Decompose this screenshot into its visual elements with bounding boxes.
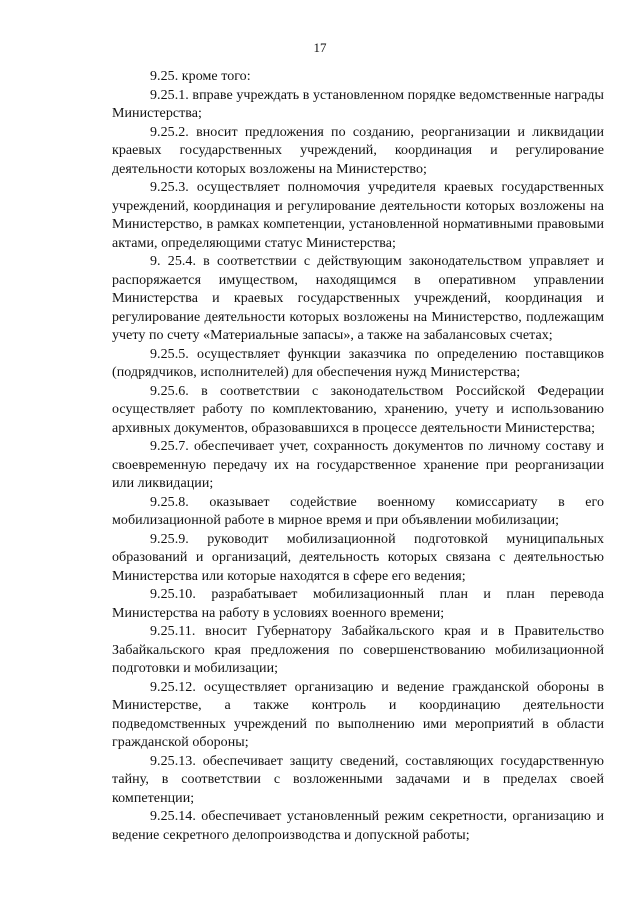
paragraph-9-25-6: 9.25.6. в соответствии с законодательством Российской Федерации осуществляет работу по комплектованию, хранению, учету и использованию архивных документов, образовавшихся в процессе деятельности Министерства;: [112, 383, 604, 436]
paragraph-9-25-4: 9. 25.4. в соответствии с действующим законодательством управляет и распоряжается имуществом, находящимся в оперативном управлении Министерства и краевых государственных учреждений, координация и регулирование деятельности которых возложены на Министерство, подлежащим учету по счету «Материальные запасы», а также на забалансовых счетах;: [112, 254, 604, 343]
document-body: [112, 68, 604, 845]
paragraph-9-25-10: 9.25.10. разрабатывает мобилизационный план и план перевода Министерства на работу в условиях военного времени;: [112, 587, 604, 621]
page-number: 17: [313, 40, 327, 55]
paragraph-9-25-2: 9.25.2. вносит предложения по созданию, реорганизации и ликвидации краевых государственных учреждений, координация и регулирование деятельности которых возложены на Министерство;: [112, 124, 604, 177]
paragraph-9-25-11: 9.25.11. вносит Губернатору Забайкальского края и в Правительство Забайкальского края предложения по совершенствованию мобилизационной подготовки и мобилизации;: [112, 624, 604, 676]
paragraph-9-25-9: 9.25.9. руководит мобилизационной подготовкой муниципальных образований и организаций, деятельность которых связана с деятельностью Министерства или которые находятся в сфере его ведения;: [112, 531, 604, 584]
paragraph-9-25-13: 9.25.13. обеспечивает защиту сведений, составляющих государственную тайну, в соответствии с возложенными задачами и в пределах своей компетенции;: [112, 753, 604, 806]
paragraph-9-25-8: 9.25.8. оказывает содействие военному комиссариату в его мобилизационной работе в мирное время и при объявлении мобилизации;: [112, 494, 604, 528]
paragraph-9-25: 9.25. кроме того:: [150, 69, 251, 84]
paragraph-9-25-7: 9.25.7. обеспечивает учет, сохранность документов по личному составу и своевременную передачу их на государственное хранение при реорганизации или ликвидации;: [112, 439, 604, 491]
paragraph-9-25-12: 9.25.12. осуществляет организацию и ведение гражданской обороны в Министерстве, а также контроль и координацию деятельности подведомственных учреждений по выполнению ими мероприятий в области гражданской обороны;: [112, 679, 604, 750]
paragraph-9-25-1: 9.25.1. вправе учреждать в установленном порядке ведомственные награды Министерства;: [112, 87, 604, 121]
paragraph-9-25-5: 9.25.5. осуществляет функции заказчика по определению поставщиков (подрядчиков, исполнителей) для обеспечения нужд Министерства;: [112, 346, 604, 380]
paragraph-9-25-14: 9.25.14. обеспечивает установленный режим секретности, организацию и ведение секретного делопроизводства и допускной работы;: [112, 809, 604, 843]
paragraph-9-25-3: 9.25.3. осуществляет полномочия учредителя краевых государственных учреждений, координация и регулирование деятельности которых возложены на Министерство, в рамках компетенции, установленной нормативными правовыми актами, определяющими статус Министерства;: [112, 180, 604, 251]
